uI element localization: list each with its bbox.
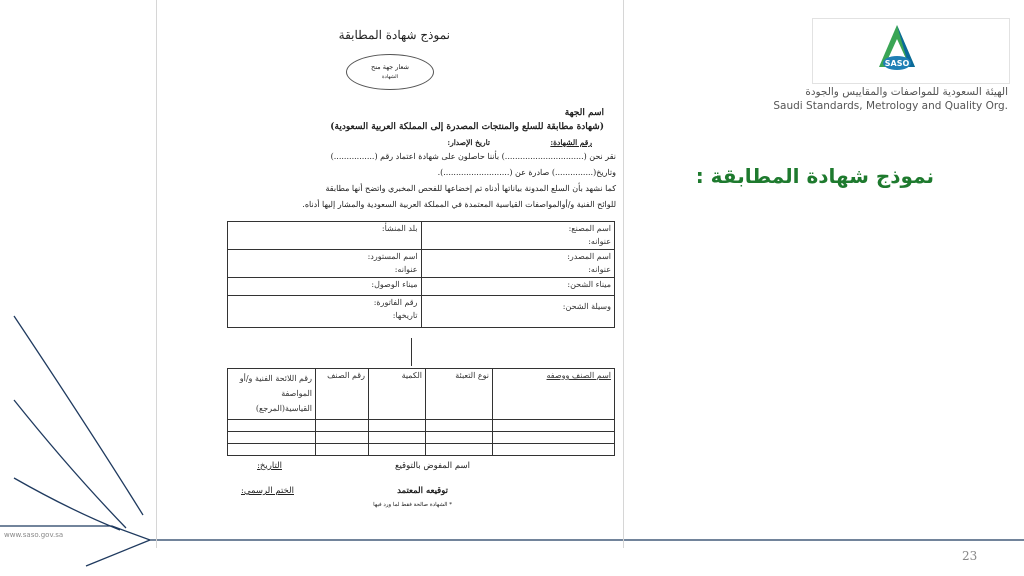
- items-header-quantity: الكمية: [401, 371, 422, 380]
- items-header-regulation: رقم اللائحة الفنية و/أو المواصفة القياسية(المرجع): [239, 374, 312, 414]
- document-title: نموذج شهادة المطابقة: [338, 28, 450, 42]
- connector-line: [411, 338, 412, 366]
- importer-address-label: عنوانه:: [394, 265, 418, 274]
- items-table-row: [228, 443, 615, 455]
- items-table: [227, 368, 615, 456]
- arrival-port-label: ميناء الوصول:: [371, 280, 418, 289]
- issue-date-label: تاريخ الإصدار:: [447, 138, 490, 147]
- certificate-document: [160, 18, 620, 533]
- origin-country-label: بلد المنشأ:: [381, 224, 418, 233]
- manufacturer-address-label: عنوانه:: [588, 237, 611, 246]
- date-label: التاريخ:: [257, 461, 282, 471]
- stamp-subtext: الشهادة: [381, 74, 399, 80]
- footnote: * الشهادة صالحة فقط لما ورد فيها: [373, 502, 452, 508]
- org-name-ar: الهيئة السعودية للمواصفات والمقاييس والجودة: [805, 86, 1008, 98]
- body-line-4: للوائح الفنية و/أوالمواصفات القياسية المعتمدة في المملكة العربية السعودية والمشار إليها أدناه.: [302, 200, 616, 209]
- shipping-method-label: وسيلة الشحن:: [562, 302, 611, 311]
- signature-label: توقيعه المعتمد: [397, 486, 448, 496]
- invoice-number-label: رقم الفاتورة:: [373, 298, 418, 307]
- shipping-port-label: ميناء الشحن:: [567, 280, 611, 289]
- shipment-info-table: [227, 221, 615, 328]
- document-subtitle: (شهادة مطابقة للسلع والمنتجات المصدرة إلى المملكة العربية السعودية): [330, 122, 604, 132]
- cert-number-label: رقم الشهادة:: [550, 138, 592, 147]
- body-line-2: وتاريخ(...............) صادرة عن (..........................).: [437, 168, 616, 177]
- org-name-en: Saudi Standards, Metrology and Quality Org.: [773, 100, 1008, 112]
- items-table-row: [228, 419, 615, 431]
- items-header-name: اسم الصنف ووصفه: [546, 371, 611, 380]
- items-table-row: [228, 431, 615, 443]
- logo-text: SASO: [884, 59, 910, 68]
- website-link[interactable]: www.saso.gov.sa: [4, 531, 64, 539]
- saso-logo: [812, 18, 1010, 84]
- entity-name: اسم الجهة: [564, 108, 604, 118]
- exporter-label: اسم المصدر:: [567, 252, 611, 261]
- authorized-name-label: اسم المفوض بالتوقيع: [394, 461, 470, 471]
- slide-title: نموذج شهادة المطابقة :: [695, 164, 934, 188]
- stamp-placeholder: [346, 54, 434, 90]
- divider-right: [623, 0, 624, 548]
- divider-left: [156, 0, 157, 548]
- page-number: 23: [962, 549, 978, 563]
- invoice-date-label: تاريخها:: [392, 311, 418, 320]
- items-header-packaging: نوع التعبئة: [455, 371, 489, 380]
- importer-label: اسم المستورد:: [367, 252, 418, 261]
- body-line-1: نقر نحن (...............................) بأننا حاصلون على شهادة اعتماد رقم (................): [330, 152, 616, 161]
- items-header-item-number: رقم الصنف: [327, 371, 365, 380]
- official-stamp-label: الختم الرسمي:: [241, 486, 294, 496]
- manufacturer-label: اسم المصنع:: [568, 224, 611, 233]
- exporter-address-label: عنوانه:: [588, 265, 611, 274]
- body-line-3: كما نشهد بأن السلع المدونة بياناتها أدناه تم إخضاعها للفحص المخبري واتضح أنها مطابقة: [325, 184, 616, 193]
- stamp-text: شعار جهة منح: [371, 63, 409, 71]
